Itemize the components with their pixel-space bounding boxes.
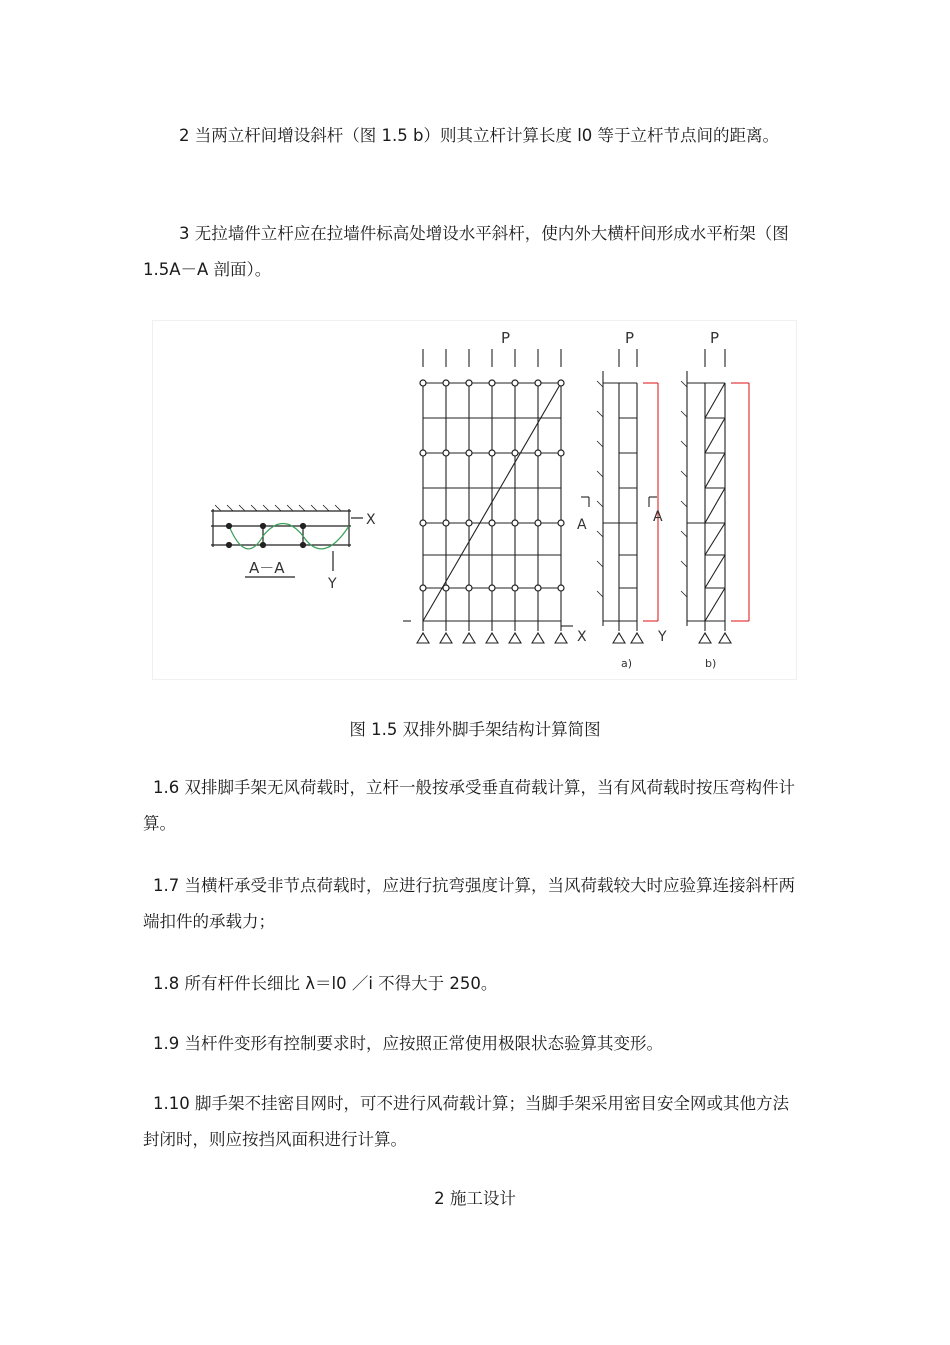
sub-figure-a-label: a) [621, 657, 633, 670]
item-1-10: 1.10 脚手架不挂密目网时，可不进行风荷载计算；当脚手架采用密目安全网或其他方法封闭时，则应按挡风面积进行计算。 [143, 1094, 789, 1149]
load-label-a: P [625, 329, 635, 347]
section-title: 2 施工设计 [434, 1189, 516, 1208]
paragraph-diagonal-rods: 2 当两立杆间增设斜杆（图 1.5 b）则其立杆计算长度 l0 等于立杆节点间的距离。 [179, 126, 780, 145]
main-frame-diagram [403, 349, 573, 643]
cut-mark-left: A [577, 517, 587, 533]
scaffold-structure-figure [152, 320, 797, 680]
paragraph-horizontal-truss: 3 无拉墙件立杆应在拉墙件标高处增设水平斜杆，使内外大横杆间形成水平桁架（图 1.5A－A 剖面）。 [143, 224, 789, 279]
item-1-6: 1.6 双排脚手架无风荷载时，立杆一般按承受垂直荷载计算，当有风荷载时按压弯构件计算。 [143, 778, 795, 833]
section-a-a-diagram [211, 505, 363, 577]
load-label-main: P [501, 329, 511, 347]
load-label-b: P [710, 329, 720, 347]
item-1-9: 1.9 当杆件变形有控制要求时，应按照正常使用极限状态验算其变形。 [153, 1034, 663, 1053]
axis-y-label-a: Y [658, 629, 667, 645]
sub-figure-b-diagram [681, 349, 731, 643]
cut-mark-right: A [653, 509, 663, 525]
axis-y-label-section: Y [328, 576, 337, 592]
axis-x-label-section: X [366, 512, 376, 528]
section-a-a-label: A－A [249, 559, 285, 577]
sub-figure-a-diagram [581, 349, 657, 643]
axis-x-label-main: X [577, 629, 587, 645]
item-1-7: 1.7 当横杆承受非节点荷载时，应进行抗弯强度计算，当风荷载较大时应验算连接斜杆两端扣件的承载力； [143, 876, 795, 931]
item-1-8: 1.8 所有杆件长细比 λ＝l0 ／i 不得大于 250。 [153, 974, 498, 993]
figure-caption: 图 1.5 双排外脚手架结构计算简图 [349, 720, 601, 739]
sub-figure-b-label: b) [705, 657, 717, 670]
